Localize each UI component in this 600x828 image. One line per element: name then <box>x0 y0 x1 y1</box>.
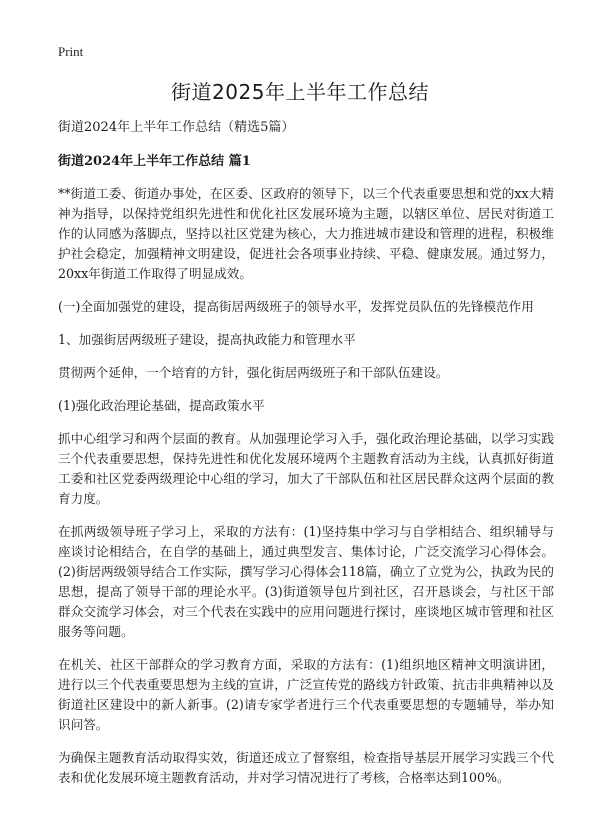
paragraph: 1、加强街居两级班子建设，提高执政能力和管理水平 <box>58 332 356 347</box>
paragraph: (一)全面加强党的建设，提高街居两级班子的领导水平，发挥党员队伍的先锋模范作用 <box>58 299 534 314</box>
paragraph: 贯彻两个延伸，一个培育的方针，强化街居两级班子和干部队伍建设。 <box>58 365 449 380</box>
document-subtitle: 街道2024年上半年工作总结（精选5篇） <box>58 120 295 135</box>
paragraph: 为确保主题教育活动取得实效，街道还成立了督察组，检查指导基层开展学习实践三个代表和优化发展环境主题教育活动，并对学习情况进行了考核，合格率达到100%。 <box>58 750 554 785</box>
paragraph: 抓中心组学习和两个层面的教育。从加强理论学习入手，强化政治理论基础，以学习实践三个代表重要思想，保持先进性和优化发展环境两个主题教育活动为主线，认真抓好街道工委和社区党委两级理论中心组的学习，加大了干部队伍和社区居民群众这两个层面的教育力度。 <box>58 431 554 506</box>
paragraph: 在抓两级领导班子学习上，采取的方法有：(1)坚持集中学习与自学相结合、组织辅导与座谈讨论相结合，在自学的基础上，通过典型发言、集体讨论，广泛交流学习心得体会。(2)街居两级领导结合工作实际，撰写学习心得体会118篇，确立了立党为公，执政为民的思想，提高了领导干部的理论水平。(3)街道领导包片到社区，召开恳谈会，与社区干部群众交流学习体会，对三个代表在实践中的应用问题进行探讨，座谈地区城市管理和社区服务等问题。 <box>58 524 554 639</box>
section-heading: 街道2024年上半年工作总结 篇1 <box>58 154 251 169</box>
document-body <box>58 118 554 801</box>
print-link[interactable]: Print <box>58 44 84 59</box>
paragraph: 在机关、社区干部群众的学习教育方面，采取的方法有：(1)组织地区精神文明演讲团，进行以三个代表重要思想为主线的宣讲，广泛宣传党的路线方针政策、抗击非典精神以及街道社区建设中的新人新事。(2)请专家学者进行三个代表重要思想的专题辅导，举办知识问答。 <box>58 657 554 732</box>
page-title: 街道2025年上半年工作总结 <box>171 80 429 104</box>
paragraph: (1)强化政治理论基础，提高政策水平 <box>58 398 265 413</box>
paragraph: **街道工委、街道办事处，在区委、区政府的领导下，以三个代表重要思想和党的xx大精神为指导，以保持党组织先进性和优化社区发展环境为主题，以辖区单位、居民对街道工作的认同感为落脚点，坚持以社区党建为核心，大力推进城市建设和管理的进程，积极维护社会稳定，加强精神文明建设，促进社会各项事业持续、平稳、健康发展。通过努力，20xx年街道工作取得了明显成效。 <box>58 186 554 281</box>
